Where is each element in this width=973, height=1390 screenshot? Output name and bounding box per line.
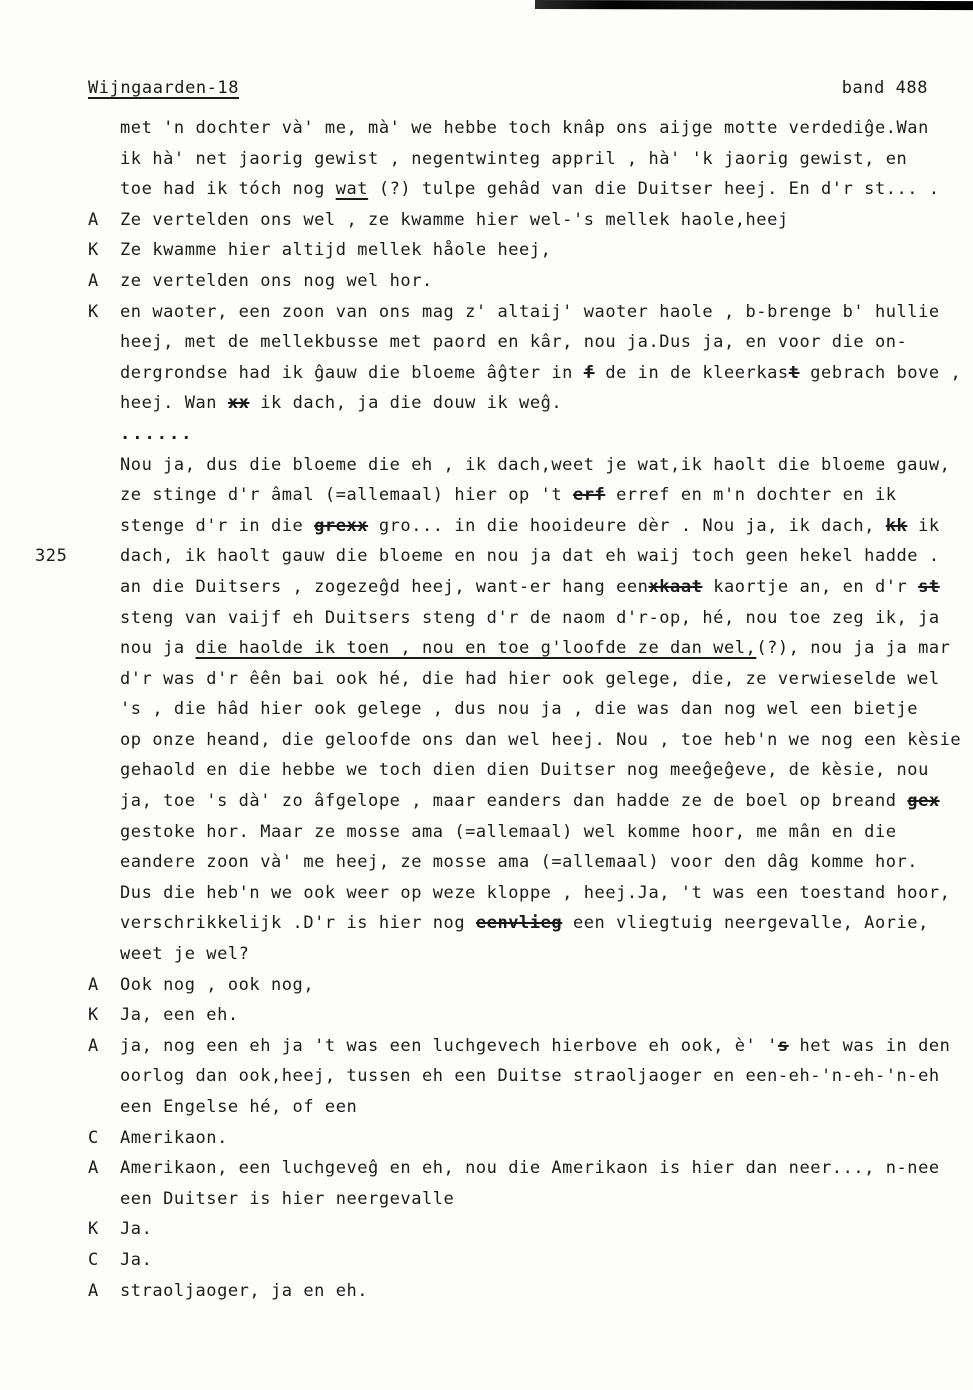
plain-text: toe had ik tóch nog <box>120 179 336 200</box>
plain-text: dach, ik haolt gauw die bloeme en nou ja dat eh waij toch geen hekel hadde . <box>120 546 940 567</box>
transcript-text <box>120 699 953 719</box>
transcript-line <box>35 455 953 486</box>
plain-text: een Engelse hé, of een <box>120 1097 358 1117</box>
transcript-text <box>120 638 953 658</box>
underlined-text: die haolde ik toen , nou en toe g'loofde ze dan wel, <box>195 638 757 659</box>
transcript-line <box>35 240 953 271</box>
plain-text: heej. Wan <box>120 393 228 414</box>
plain-text: gehaold en die hebbe we toch dien dien Duitser nog meeĝeĝeve, de kèsie, nou <box>120 760 929 781</box>
speaker-label: A <box>88 1280 99 1301</box>
transcript-line <box>35 1066 953 1097</box>
struck-text: t <box>788 362 800 383</box>
plain-text: Amerikaon. <box>120 1127 228 1148</box>
plain-text: kaortje an, en d'r <box>702 576 919 597</box>
band-number: band 488 <box>841 78 928 98</box>
transcript-line <box>35 1158 953 1189</box>
transcript-line <box>35 1189 953 1220</box>
plain-text: ...... <box>120 423 194 444</box>
transcript-text <box>120 424 953 444</box>
plain-text: Ze kwamme hier altijd mellek håole heej, <box>120 240 552 261</box>
transcript-text <box>120 577 953 597</box>
plain-text: Ze vertelden ons wel , ze kwamme hier wel-'s mellek haole,heej <box>120 209 789 230</box>
transcript-line <box>35 699 953 730</box>
plain-text: gestoke hor. Maar ze mosse ama (=allemaal) wel komme hoor, me mân en die <box>120 821 897 842</box>
struck-text: erf <box>572 485 606 506</box>
speaker-label: K <box>88 1005 99 1026</box>
struck-text: gex <box>907 791 940 812</box>
transcript-line <box>35 852 953 883</box>
underlined-text: wat <box>335 179 369 200</box>
plain-text: dergrondse had ik ĝauw die bloeme âĝter in <box>120 362 584 383</box>
speaker-label: K <box>88 240 99 261</box>
transcript-line <box>35 944 953 975</box>
transcript-line <box>35 760 953 791</box>
plain-text: Ook nog , ook nog, <box>120 974 315 995</box>
transcript-text <box>120 118 953 138</box>
transcript-text <box>120 210 953 230</box>
transcript-lines <box>35 118 962 1311</box>
transcript-text <box>120 271 953 291</box>
transcript-text <box>120 913 953 933</box>
speaker-label: C <box>88 1249 99 1270</box>
transcript-line <box>35 516 953 547</box>
transcript-text <box>120 822 953 842</box>
plain-text: Ja. <box>120 1249 153 1270</box>
plain-text: heej, met de mellekbusse met paord en kâr, nou ja.Dus ja, en voor die on- <box>120 332 908 353</box>
transcript-text <box>120 760 953 780</box>
transcript-text <box>120 944 953 964</box>
plain-text: Nou ja, dus die bloeme die eh , ik dach,weet je wat,ik haolt die bloeme gauw, <box>120 454 951 475</box>
transcript-line <box>35 485 953 516</box>
transcript-line <box>35 1250 953 1281</box>
transcript-text <box>120 791 953 811</box>
transcript-text <box>120 240 953 260</box>
plain-text: gebrach bove , <box>799 362 962 383</box>
struck-text: f <box>583 362 595 383</box>
transcript-text <box>120 546 953 566</box>
speaker-label: A <box>88 1035 99 1056</box>
margin-line-number: 325 <box>35 546 68 567</box>
transcript-text <box>120 730 961 750</box>
transcript-text <box>120 455 953 475</box>
transcript-text <box>120 852 953 872</box>
transcript-line <box>35 393 953 424</box>
transcript-line <box>35 1281 953 1312</box>
plain-text: stenge d'r in die <box>120 515 315 536</box>
transcript-line <box>35 822 953 853</box>
transcript-text <box>120 485 953 505</box>
speaker-label: A <box>88 1158 99 1179</box>
transcript-line <box>35 791 953 822</box>
speaker-label: A <box>88 270 99 291</box>
transcript-line <box>35 975 953 1006</box>
transcript-line <box>35 1128 953 1159</box>
plain-text: Ja, een eh. <box>120 1005 239 1026</box>
transcript-text <box>120 1036 953 1056</box>
plain-text: (?), nou ja ja mar <box>756 638 951 659</box>
document-title: Wijngaarden-18 <box>88 78 239 98</box>
plain-text: Ja. <box>120 1219 153 1240</box>
transcript-line <box>35 424 953 455</box>
plain-text: ja, toe 's dà' zo âfgelope , maar eanders dan hadde ze de boel op breand <box>120 791 908 812</box>
plain-text: 's , die hâd hier ook gelege , dus nou ja , die was dan nog wel een bietje <box>120 699 919 720</box>
transcript-line <box>35 302 953 333</box>
transcript-text <box>120 1128 953 1148</box>
transcript-line <box>35 210 953 241</box>
plain-text: verschrikkelijk .D'r is hier nog <box>120 913 476 934</box>
plain-text: oorlog dan ook,heej, tussen eh een Duitse straoljaoger en een-eh-'n-eh-'n-eh <box>120 1066 940 1087</box>
plain-text: met 'n dochter và' me, mà' we hebbe toch knâp ons aijge motte verdediĝe.Wan <box>120 118 929 138</box>
transcript-text <box>120 179 953 199</box>
plain-text: ja, nog een eh ja 't was een luchgevech hierbove eh ook, è' ' <box>120 1035 778 1056</box>
plain-text: het was in den <box>788 1035 951 1056</box>
transcript-text <box>120 608 953 628</box>
plain-text: een Duitser is hier neergevalle <box>120 1188 455 1209</box>
plain-text: eandere zoon và' me heej, ze mosse ama (=allemaal) voor den dâg komme hor. <box>120 852 919 873</box>
plain-text: ik dach, ja die douw ik weĝ. <box>249 393 563 414</box>
struck-text: xkaat <box>648 576 703 597</box>
plain-text: steng van vaijf eh Duitsers steng d'r de naom d'r-op, hé, nou toe zeg ik, ja <box>120 607 940 628</box>
struck-text: grexx <box>314 515 369 536</box>
plain-text: ze stinge d'r âmal (=allemaal) hier op 't <box>120 485 573 506</box>
transcript-text <box>120 149 953 169</box>
transcript-line <box>35 362 962 394</box>
transcript-line <box>35 1005 953 1036</box>
scan-artifact-bar <box>535 0 973 10</box>
speaker-label: K <box>88 1219 99 1240</box>
plain-text: ik hà' net jaorig gewist , negentwinteg appril , hà' 'k jaorig gewist, en <box>120 148 908 169</box>
speaker-label: K <box>88 301 99 322</box>
plain-text: weet je wel? <box>120 944 250 965</box>
plain-text: an die Duitsers , zogezeĝd heej, want-er hang een <box>120 576 649 597</box>
transcript-text <box>120 1158 953 1178</box>
transcript-text <box>120 302 953 322</box>
transcript-text <box>120 1281 953 1301</box>
transcript-text <box>120 1219 953 1239</box>
plain-text: nou ja <box>120 638 196 659</box>
transcript-line <box>35 149 953 180</box>
plain-text: straoljaoger, ja en eh. <box>120 1280 369 1301</box>
struck-text: eenvlieg <box>475 913 563 934</box>
transcript-text <box>120 975 953 995</box>
transcript-line <box>35 577 953 608</box>
transcript-line <box>35 1097 953 1128</box>
transcript-line <box>35 179 953 210</box>
transcript-line <box>35 546 953 577</box>
transcript-text <box>120 1250 953 1270</box>
transcript-text <box>120 1005 953 1025</box>
plain-text: erref en m'n dochter en ik <box>605 485 897 506</box>
transcript-text <box>120 669 953 689</box>
plain-text: op onze heand, die geloofde ons dan wel heej. Nou , toe heb'n we nog een kèsie <box>120 729 962 750</box>
transcript-line <box>35 638 953 669</box>
transcript-line <box>35 271 953 302</box>
transcript-text <box>120 883 953 903</box>
transcript-line <box>35 608 953 639</box>
transcript-text <box>120 332 953 352</box>
plain-text: ik <box>907 515 940 536</box>
plain-text: Dus die heb'n we ook weer op weze kloppe , heej.Ja, 't was een toestand hoor, <box>120 882 951 903</box>
transcript-line <box>35 1219 953 1250</box>
transcript-text <box>120 1066 953 1086</box>
plain-text: (?) tulpe gehâd van die Duitser heej. En d'r st... . <box>368 179 940 200</box>
plain-text: ze vertelden ons nog wel hor. <box>120 270 433 291</box>
transcript-text <box>120 1097 953 1117</box>
transcript-text <box>120 516 953 536</box>
struck-text: s <box>777 1035 789 1056</box>
transcript-text <box>120 393 953 413</box>
transcript-text <box>120 1189 953 1209</box>
page-header <box>88 78 928 98</box>
plain-text: en waoter, een zoon van ons mag z' altaij' waoter haole , b-brenge b' hullie <box>120 301 940 322</box>
plain-text: een vliegtuig neergevalle, Aorie, <box>562 913 929 934</box>
speaker-label: A <box>88 209 99 230</box>
struck-text: st <box>918 576 940 597</box>
transcript-line <box>35 913 953 944</box>
plain-text: Amerikaon, een luchgeveĝ en eh, nou die Amerikaon is hier dan neer..., n-nee <box>120 1158 940 1179</box>
transcript-line <box>35 883 953 914</box>
speaker-label: A <box>88 974 99 995</box>
plain-text: d'r was d'r êên bai ook hé, die had hier ook gelege, die, ze verwieselde wel <box>120 668 940 689</box>
struck-text: xx <box>227 393 250 414</box>
struck-text: kk <box>885 515 908 536</box>
transcript-line <box>35 332 953 363</box>
transcript-line <box>35 1036 953 1067</box>
speaker-label: C <box>88 1127 99 1148</box>
plain-text: gro... in die hooideure dèr . Nou ja, ik dach, <box>368 515 886 536</box>
transcript-text <box>120 363 961 383</box>
transcript-line <box>35 118 953 149</box>
transcript-line <box>35 729 962 761</box>
transcript-line <box>35 669 953 700</box>
plain-text: de in de kleerkas <box>594 362 789 383</box>
